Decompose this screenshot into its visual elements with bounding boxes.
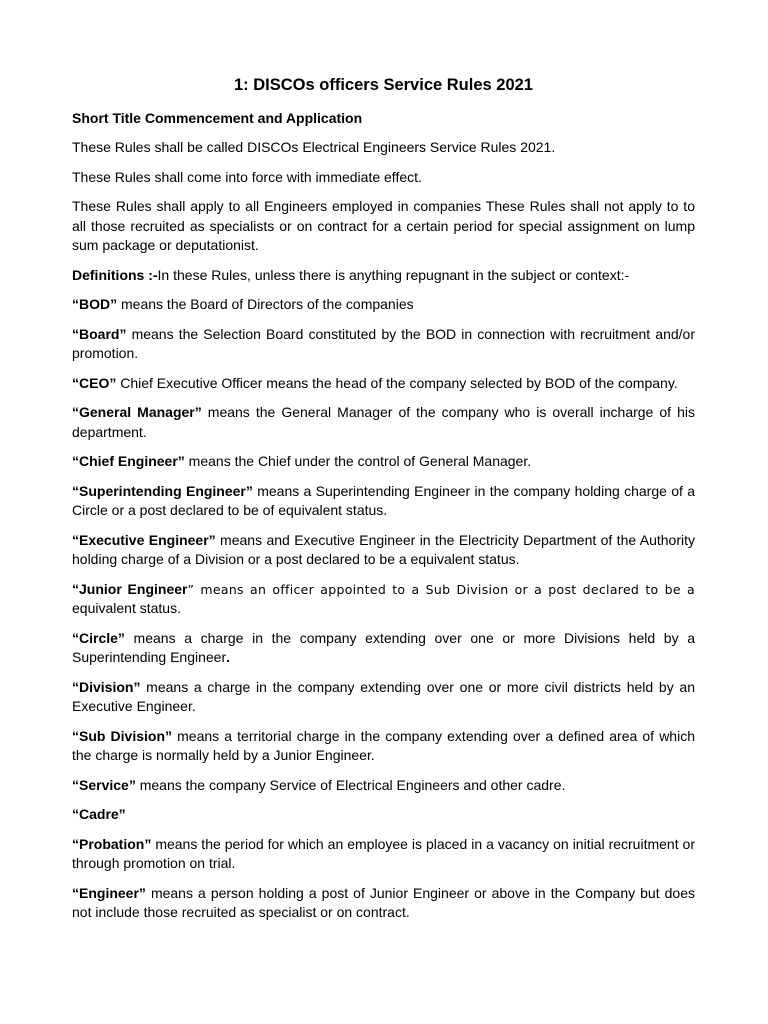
definition-text: means a charge in the company extending over one or more civil districts held by an Executive Engineer.: [72, 678, 695, 714]
definition-service: [72, 776, 695, 796]
definition-term: “General Manager”: [72, 404, 202, 420]
section-heading: Short Title Commencement and Application: [72, 110, 363, 126]
document-page: [72, 74, 695, 933]
definitions-label: Definitions :-: [72, 266, 158, 283]
definition-text: means a charge in the company extending over one or more Divisions held by a Superintending Engineer: [72, 629, 695, 665]
document-title: 1: DISCOs officers Service Rules 2021: [234, 76, 533, 94]
definition-division: [72, 678, 695, 717]
definition-text: means the Chief under the control of General Manager.: [184, 453, 532, 469]
definition-general-manager: [72, 403, 695, 442]
definition-text: means the period for which an employee is placed in a vacancy on initial recruitment or through promotion on trial.: [72, 835, 695, 871]
definition-engineer: [72, 884, 695, 923]
definition-term: “BOD”: [72, 296, 118, 312]
definition-text-alt-font: ” means an officer appointed to a Sub Division or a post declared to be a: [187, 581, 695, 597]
definition-term: “Circle”: [72, 629, 125, 646]
definition-term: “Probation”: [72, 835, 152, 852]
definition-text: means and Executive Engineer in the Electricity Department of the Authority holding charge of a Division or a post declared to be a equivalent status.: [72, 531, 696, 567]
definition-text: means the General Manager of the company who is overall incharge of his department.: [72, 404, 695, 440]
definition-text: means a person holding a post of Junior Engineer or above in the Company but does not include those recruited as specialist or on contract.: [72, 884, 695, 920]
definitions-intro-text: In these Rules, unless there is anything repugnant in the subject or context:-: [157, 266, 630, 283]
definition-text: means the Board of Directors of the companies: [117, 296, 414, 312]
definition-term: “Engineer”: [72, 884, 146, 901]
definition-text: means the Selection Board constituted by the BOD in connection with recruitment and/or promotion.: [72, 325, 695, 361]
definitions-intro-paragraph: [72, 266, 695, 286]
definition-cadre: [72, 805, 695, 825]
definition-executive-engineer: [72, 531, 695, 570]
definition-chief-engineer: [72, 452, 695, 472]
definition-term: “Junior Engineer: [72, 580, 188, 597]
intro-paragraph-2: These Rules shall come into force with immediate effect.: [72, 168, 422, 185]
definition-term: “Executive Engineer”: [72, 531, 216, 548]
definition-text: means a territorial charge in the company extending over a defined area of which the charge is normally held by a Junior Engineer.: [72, 727, 695, 763]
definition-sub-division: [72, 727, 695, 766]
intro-paragraph-1: These Rules shall be called DISCOs Electrical Engineers Service Rules 2021.: [72, 139, 556, 155]
definition-board: [72, 325, 695, 364]
definition-junior-engineer: [72, 580, 695, 619]
definition-circle: [72, 629, 695, 668]
definition-term: “Service”: [72, 776, 136, 793]
intro-paragraph-3: These Rules shall apply to all Engineers employed in companies These Rules shall not apply to to all those recruited as specialists or on contract for a certain period for special assignment on lump sum package or deputationist.: [72, 198, 695, 253]
definition-ceo: [72, 374, 695, 394]
definition-text: Chief Executive Officer means the head of the company selected by BOD of the company.: [116, 374, 678, 391]
definition-probation: [72, 835, 695, 874]
definition-term: “Division”: [72, 678, 141, 695]
definition-term: “Sub Division”: [72, 727, 173, 744]
definition-superintending-engineer: [72, 482, 695, 521]
definition-text: equivalent status.: [72, 600, 181, 616]
definition-term: “Board”: [72, 325, 127, 342]
definition-text: means the company Service of Electrical Engineers and other cadre.: [135, 776, 566, 793]
definition-term: “CEO”: [72, 374, 117, 391]
definition-term: “Chief Engineer”: [72, 453, 185, 469]
definition-term: “Cadre”: [72, 806, 126, 822]
definition-bod: [72, 295, 695, 315]
definition-term: “Superintending Engineer”: [72, 482, 253, 499]
definition-text: means a Superintending Engineer in the company holding charge of a Circle or a post declared to be of equivalent status.: [72, 482, 695, 518]
definition-tail: .: [226, 649, 231, 665]
